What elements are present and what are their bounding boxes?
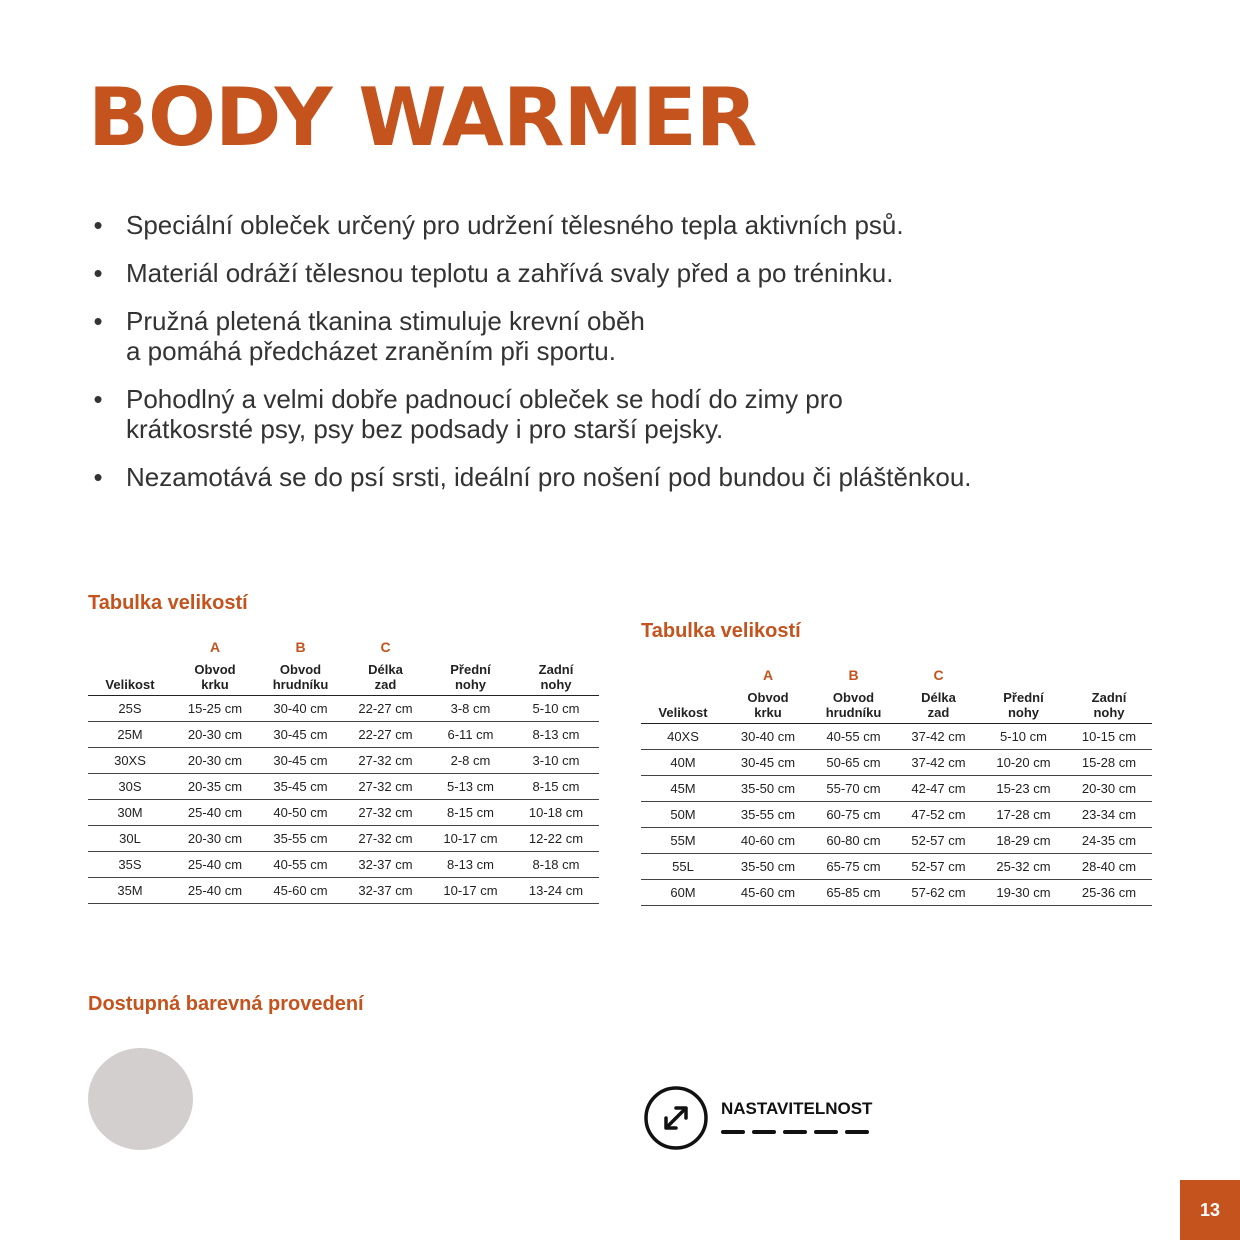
table-cell: 55M (641, 828, 725, 854)
table-cell: 50M (641, 802, 725, 828)
bullet-dot: • (93, 210, 103, 240)
table-cell: 35-45 cm (258, 774, 343, 800)
table-cell: 18-29 cm (981, 828, 1066, 854)
table-cell: 30L (88, 826, 172, 852)
table-cell: 30-45 cm (725, 750, 811, 776)
table-row (641, 854, 1152, 880)
table-cell: 47-52 cm (896, 802, 981, 828)
table-cell: 45-60 cm (725, 880, 811, 906)
table-cell: 30-45 cm (258, 748, 343, 774)
table-cell: 19-30 cm (981, 880, 1066, 906)
table-row (88, 748, 599, 774)
bullet-text-line: Speciální obleček určený pro udržení tělesného tepla aktivních psů. (126, 210, 904, 240)
column-letter (88, 636, 172, 658)
table-cell: 25-40 cm (172, 878, 258, 904)
column-letter (428, 636, 513, 658)
column-header-text: krku (754, 705, 782, 720)
column-header-text: nohy (1007, 705, 1040, 720)
table-row (88, 722, 599, 748)
table-cell: 20-30 cm (172, 826, 258, 852)
table-cell: 25M (88, 722, 172, 748)
table-cell: 35M (88, 878, 172, 904)
table-cell: 23-34 cm (1066, 802, 1152, 828)
column-header-text: Přední (450, 662, 491, 677)
table-cell: 10-15 cm (1066, 724, 1152, 750)
table-cell: 32-37 cm (343, 878, 428, 904)
feature-bullet (88, 306, 1088, 366)
size-table-1-label: Tabulka velikostí (88, 592, 248, 614)
column-header (88, 658, 172, 696)
table-cell: 15-23 cm (981, 776, 1066, 802)
table-cell: 5-10 cm (981, 724, 1066, 750)
table-row (88, 774, 599, 800)
table-cell: 24-35 cm (1066, 828, 1152, 854)
column-letter (1066, 664, 1152, 686)
color-variants-label: Dostupná barevná provedení (88, 993, 364, 1015)
column-header-text: Obvod (194, 662, 236, 677)
page-number: 13 (1180, 1180, 1240, 1240)
table-cell: 52-57 cm (896, 854, 981, 880)
bullet-text-line: krátkosrsté psy, psy bez podsady i pro starší pejsky. (126, 414, 724, 444)
table-cell: 25-40 cm (172, 800, 258, 826)
table-row (88, 696, 599, 722)
column-header-text: krku (201, 677, 229, 692)
column-header-text: zad (374, 677, 397, 692)
table-row (641, 802, 1152, 828)
table-cell: 27-32 cm (343, 774, 428, 800)
column-header-text: Zadní (538, 662, 574, 677)
table-cell: 40M (641, 750, 725, 776)
bullet-text-line: a pomáhá předcházet zraněním při sportu. (126, 336, 616, 366)
table-row (641, 724, 1152, 750)
column-header-text: Délka (921, 690, 956, 705)
table-cell: 57-62 cm (896, 880, 981, 906)
table-cell: 10-20 cm (981, 750, 1066, 776)
table-cell: 30-40 cm (258, 696, 343, 722)
table-cell: 35-55 cm (725, 802, 811, 828)
table-cell: 27-32 cm (343, 748, 428, 774)
adjustable-arrows-icon (643, 1085, 709, 1151)
column-letter: A (209, 638, 221, 655)
table-cell: 8-13 cm (428, 852, 513, 878)
column-letter: B (848, 666, 859, 683)
table-cell: 65-85 cm (811, 880, 896, 906)
table-cell: 32-37 cm (343, 852, 428, 878)
column-header-text: Přední (1003, 690, 1044, 705)
table-cell: 35-50 cm (725, 776, 811, 802)
table-cell: 40-55 cm (811, 724, 896, 750)
table-cell: 3-8 cm (428, 696, 513, 722)
table-cell: 20-30 cm (172, 722, 258, 748)
table-cell: 8-15 cm (513, 774, 599, 800)
table-cell: 2-8 cm (428, 748, 513, 774)
table-cell: 45M (641, 776, 725, 802)
table-cell: 30XS (88, 748, 172, 774)
table-cell: 3-10 cm (513, 748, 599, 774)
table-cell: 12-22 cm (513, 826, 599, 852)
table-cell: 27-32 cm (343, 800, 428, 826)
column-header (725, 686, 811, 724)
table-row (641, 776, 1152, 802)
column-letter: C (933, 666, 944, 683)
table-cell: 55-70 cm (811, 776, 896, 802)
column-header-text: hrudníku (825, 705, 882, 720)
column-letter (641, 664, 725, 686)
column-header-text: nohy (454, 677, 487, 692)
table-row (88, 878, 599, 904)
size-table-2 (641, 664, 1152, 906)
table-cell: 20-30 cm (172, 748, 258, 774)
table-cell: 20-35 cm (172, 774, 258, 800)
table-cell: 37-42 cm (896, 724, 981, 750)
adjustable-level-dashes (721, 1129, 871, 1135)
column-header-text: hrudníku (272, 677, 329, 692)
feature-bullet (88, 258, 1088, 288)
bullet-text-line: Pružná pletená tkanina stimuluje krevní oběh (126, 306, 645, 336)
feature-bullet (88, 384, 1088, 444)
table-cell: 6-11 cm (428, 722, 513, 748)
column-header (1066, 686, 1152, 724)
column-letter: B (295, 638, 306, 655)
table-cell: 25S (88, 696, 172, 722)
table-cell: 30M (88, 800, 172, 826)
table-cell: 60-80 cm (811, 828, 896, 854)
column-letter: A (762, 666, 774, 683)
table-cell: 10-17 cm (428, 878, 513, 904)
column-header (981, 686, 1066, 724)
column-letter (981, 664, 1066, 686)
table-cell: 25-40 cm (172, 852, 258, 878)
table-cell: 40-60 cm (725, 828, 811, 854)
size-table-2-label: Tabulka velikostí (641, 620, 801, 642)
table-cell: 15-25 cm (172, 696, 258, 722)
table-cell: 40XS (641, 724, 725, 750)
table-cell: 5-13 cm (428, 774, 513, 800)
column-header-text: nohy (540, 677, 572, 692)
column-header-text: Velikost (105, 677, 155, 692)
column-header (811, 686, 896, 724)
table-cell: 30-45 cm (258, 722, 343, 748)
column-header-text: nohy (1093, 705, 1125, 720)
table-cell: 8-15 cm (428, 800, 513, 826)
table-cell: 50-65 cm (811, 750, 896, 776)
table-row (641, 750, 1152, 776)
table-cell: 25-32 cm (981, 854, 1066, 880)
table-cell: 40-50 cm (258, 800, 343, 826)
table-cell: 17-28 cm (981, 802, 1066, 828)
column-header (258, 658, 343, 696)
bullet-dot: • (93, 462, 103, 492)
table-cell: 13-24 cm (513, 878, 599, 904)
bullet-dot: • (93, 384, 103, 414)
column-header-text: zad (927, 705, 950, 720)
table-cell: 22-27 cm (343, 722, 428, 748)
table-cell: 30-40 cm (725, 724, 811, 750)
feature-bullet (88, 210, 1088, 240)
column-letter (513, 636, 599, 658)
table-cell: 20-30 cm (1066, 776, 1152, 802)
column-header-text: Délka (368, 662, 403, 677)
page-title: BODY WARMER (88, 71, 757, 164)
table-cell: 25-36 cm (1066, 880, 1152, 906)
table-cell: 52-57 cm (896, 828, 981, 854)
column-letter: C (380, 638, 391, 655)
table-cell: 30S (88, 774, 172, 800)
column-header-text: Obvod (747, 690, 789, 705)
table-cell: 60M (641, 880, 725, 906)
table-cell: 42-47 cm (896, 776, 981, 802)
bullet-dot: • (93, 258, 103, 288)
column-header-text: Obvod (832, 690, 875, 705)
table-cell: 35-55 cm (258, 826, 343, 852)
column-header (428, 658, 513, 696)
column-header-text: Velikost (658, 705, 708, 720)
table-cell: 45-60 cm (258, 878, 343, 904)
size-table-1 (88, 636, 599, 904)
table-row (641, 880, 1152, 906)
color-swatch-grey (88, 1048, 193, 1150)
adjustable-label: NASTAVITELNOST (721, 1099, 873, 1118)
bullet-text-line: Materiál odráží tělesnou teplotu a zahřívá svaly před a po tréninku. (126, 258, 894, 288)
table-cell: 10-18 cm (513, 800, 599, 826)
table-row (641, 828, 1152, 854)
table-cell: 8-13 cm (513, 722, 599, 748)
table-cell: 35-50 cm (725, 854, 811, 880)
table-row (88, 826, 599, 852)
table-cell: 5-10 cm (513, 696, 599, 722)
table-cell: 55L (641, 854, 725, 880)
column-header-text: Zadní (1091, 690, 1127, 705)
table-row (88, 852, 599, 878)
column-header (896, 686, 981, 724)
column-header (343, 658, 428, 696)
table-cell: 35S (88, 852, 172, 878)
table-cell: 60-75 cm (811, 802, 896, 828)
table-cell: 22-27 cm (343, 696, 428, 722)
table-cell: 8-18 cm (513, 852, 599, 878)
feature-bullet-list (88, 210, 1088, 510)
table-row (88, 800, 599, 826)
table-cell: 15-28 cm (1066, 750, 1152, 776)
table-cell: 40-55 cm (258, 852, 343, 878)
table-cell: 10-17 cm (428, 826, 513, 852)
table-cell: 28-40 cm (1066, 854, 1152, 880)
column-header-text: Obvod (279, 662, 322, 677)
bullet-text-line: Pohodlný a velmi dobře padnoucí obleček se hodí do zimy pro (126, 384, 843, 414)
table-cell: 37-42 cm (896, 750, 981, 776)
table-cell: 65-75 cm (811, 854, 896, 880)
bullet-dot: • (93, 306, 103, 336)
column-header (513, 658, 599, 696)
column-header (641, 686, 725, 724)
bullet-text-line: Nezamotává se do psí srsti, ideální pro nošení pod bundou či pláštěnkou. (126, 462, 972, 492)
column-header (172, 658, 258, 696)
table-cell: 27-32 cm (343, 826, 428, 852)
feature-bullet (88, 462, 1088, 492)
